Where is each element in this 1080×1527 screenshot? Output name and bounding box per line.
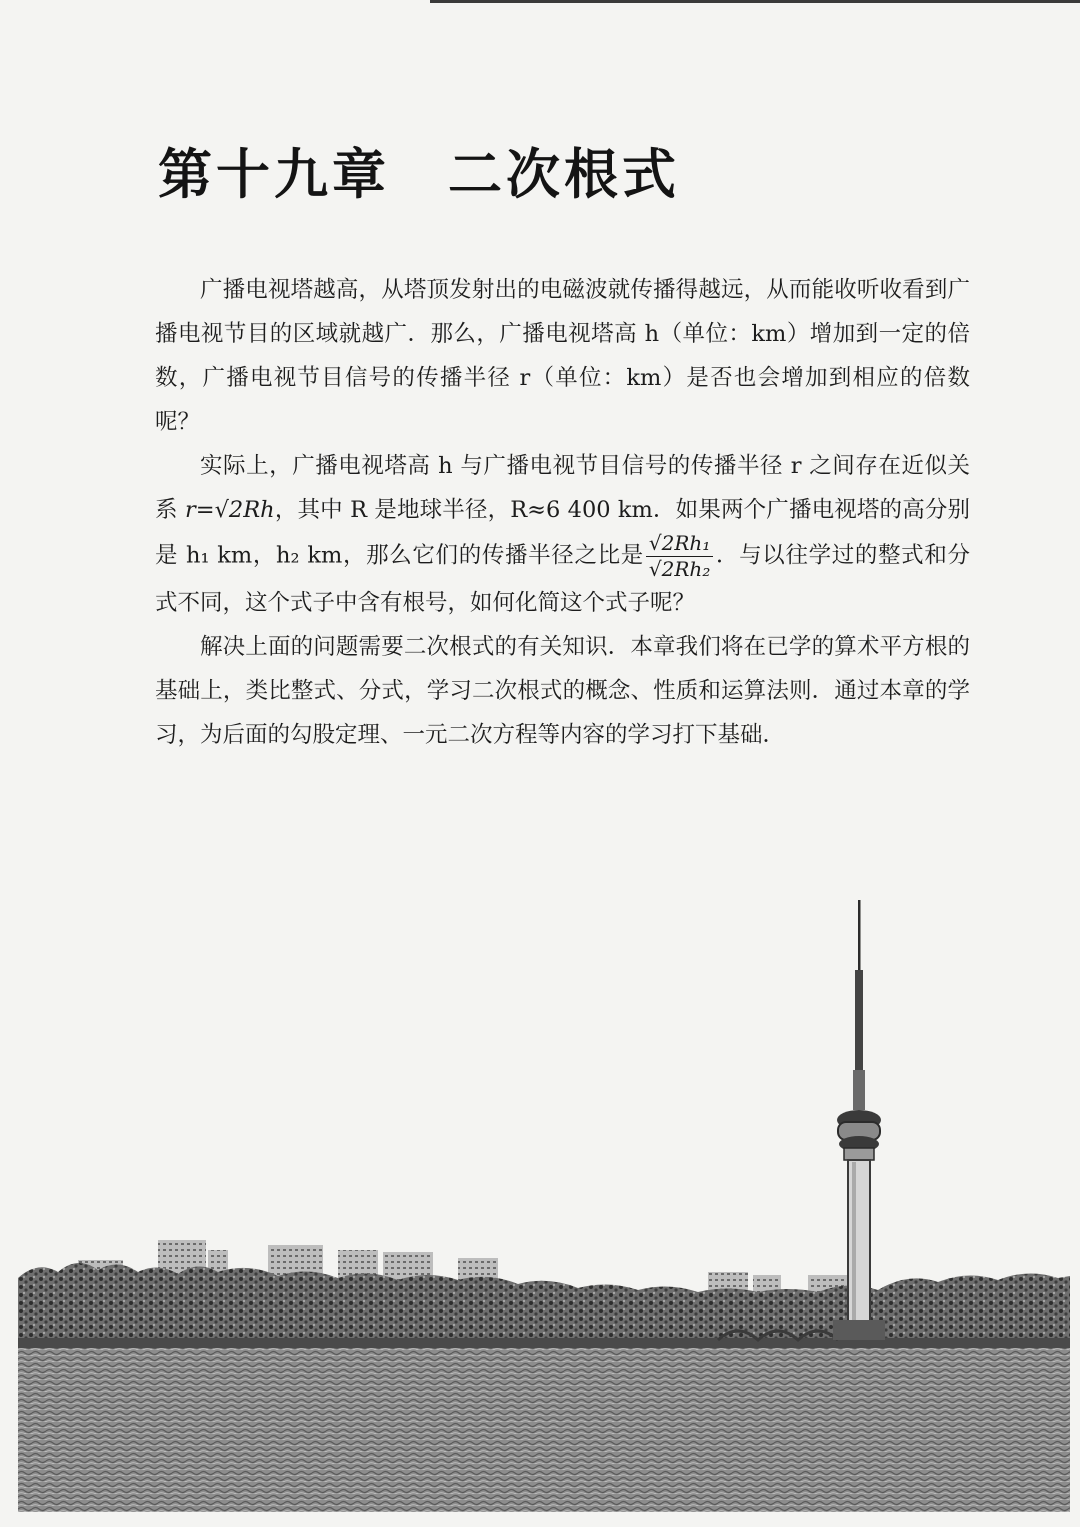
formula-paragraph (155, 444, 970, 625)
radius-formula: r=√2Rh (184, 497, 275, 523)
intro-paragraph: 广播电视塔越高，从塔顶发射出的电磁波就传播得越远，从而能收听收看到广播电视节目的区域就越广．那么，广播电视塔高 h（单位：km）增加到一定的倍数，广播电视节目信号的传播半径 r（单位：km）是否也会增加到相应的倍数呢？ (155, 277, 970, 435)
fraction-denominator: √2Rh₂ (648, 557, 711, 581)
radius-ratio-fraction (646, 532, 713, 581)
tree-line (18, 1263, 1070, 1340)
tv-tower (833, 900, 885, 1340)
tv-tower-illustration (18, 900, 1070, 1512)
formula-paragraph-part-3: ．与以往学过的整式和分式不同，这个式子中含有根号，如何化简这个式子呢？ (155, 542, 970, 616)
shoreline (18, 1338, 1070, 1348)
chapter-goal-paragraph: 解决上面的问题需要二次根式的有关知识．本章我们将在已学的算术平方根的基础上，类比整式、分式，学习二次根式的概念、性质和运算法则．通过本章的学习，为后面的勾股定理、一元二次方程等内容的学习打下基础． (155, 634, 970, 748)
formula-paragraph-part-2: ，其中 R 是地球半径，R≈6 400 km．如果两个广播电视塔的高分别是 h₁ km，h₂ km，那么它们的传播半径之比是 (155, 497, 971, 569)
skyline-svg (18, 900, 1070, 1512)
chapter-title: 第十九章 二次根式 (158, 143, 680, 206)
formula-paragraph-part-1: 实际上，广播电视塔高 h 与广播电视节目信号的传播半径 r 之间存在近似关系 (155, 453, 970, 523)
lake-water (18, 1348, 1070, 1512)
body-text (155, 268, 970, 757)
top-rule (430, 0, 1080, 3)
fraction-numerator: √2Rh₁ (646, 532, 713, 557)
